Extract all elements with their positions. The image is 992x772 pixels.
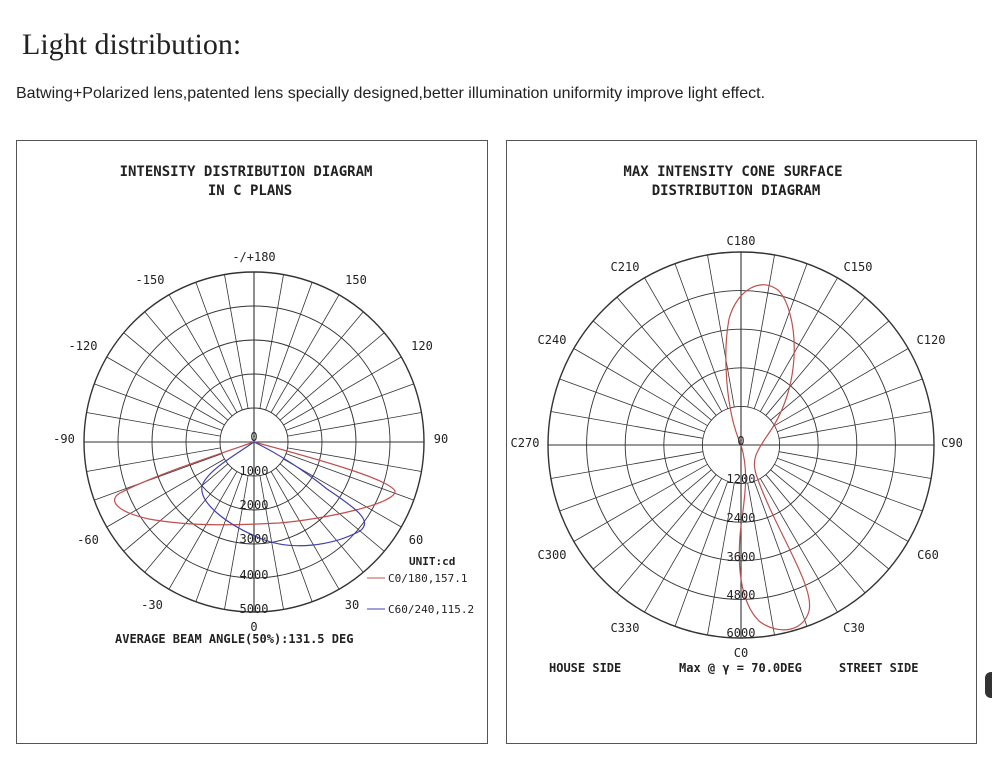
angle-label-m150: -150	[135, 273, 165, 287]
page-heading: Light distribution:	[22, 28, 242, 61]
edge-scroll-indicator	[985, 672, 992, 698]
ring-label-3000: 3000	[239, 532, 269, 546]
cone-surface-curve	[726, 285, 810, 630]
grid-spoke	[287, 412, 421, 436]
grid-spoke	[774, 464, 908, 541]
left-title-line2: IN C PLANS	[207, 183, 293, 199]
grid-spoke	[574, 464, 708, 541]
c30-label: C30	[843, 621, 865, 635]
left-title-line1: INTENSITY DISTRIBUTION DIAGRAM	[119, 164, 373, 180]
angle-label-p30: 30	[344, 598, 360, 612]
grid-spoke	[766, 475, 865, 593]
angle-label-p90: 90	[433, 432, 449, 446]
grid-spoke	[675, 481, 728, 626]
grid-spoke	[260, 275, 284, 409]
grid-spoke	[169, 471, 237, 589]
grid-spoke	[124, 333, 228, 420]
description-text: Batwing+Polarized lens,patented lens specially designed,better illumination uniformity improve light effect.	[16, 85, 766, 102]
grid-spoke	[766, 297, 865, 415]
grid-spoke	[760, 478, 837, 612]
grid-spoke	[271, 295, 339, 413]
grid-spoke	[617, 475, 716, 593]
curve-c0-180	[115, 442, 395, 525]
intensity-diagram-svg	[17, 141, 487, 743]
grid-spoke	[271, 471, 339, 589]
grid-spoke	[560, 379, 705, 432]
angle-label-p150: 150	[345, 273, 367, 287]
cone-curve	[726, 285, 810, 630]
beam-angle-text: AVERAGE BEAM ANGLE(50%):131.5 DEG	[115, 632, 354, 646]
ring-label-1000: 1000	[239, 464, 269, 478]
grid-spoke	[574, 349, 708, 426]
c300-label: C300	[537, 548, 567, 562]
grid-spoke	[287, 448, 421, 472]
grid-spoke	[645, 478, 722, 612]
cone-ring-3600: 3600	[726, 550, 756, 564]
c90-label: C90	[941, 436, 963, 450]
grid-spoke	[771, 321, 889, 420]
grid-spoke	[754, 264, 807, 409]
angle-label-m90: -90	[53, 432, 75, 446]
grid-spoke	[107, 357, 225, 425]
grid-spoke	[196, 282, 243, 410]
house-side-label: HOUSE SIDE	[549, 661, 622, 675]
grid-spoke	[777, 379, 922, 432]
cone-ring-2400: 2400	[726, 511, 756, 525]
angle-label-p60: 60	[408, 533, 424, 547]
grid-spoke	[266, 282, 313, 410]
grid-spoke	[774, 349, 908, 426]
grid-spoke	[169, 295, 237, 413]
grid-spoke	[707, 255, 734, 407]
right-title-line2: DISTRIBUTION DIAGRAM	[651, 183, 821, 199]
cone-surface-panel	[506, 140, 977, 744]
cone-ring-4800: 4800	[726, 588, 756, 602]
grid-spoke	[754, 481, 807, 626]
grid-spoke	[771, 470, 889, 569]
street-side-label: STREET SIDE	[839, 661, 919, 675]
grid-spoke	[276, 312, 363, 416]
grid-spoke	[280, 464, 384, 551]
intensity-curves	[115, 442, 395, 546]
c270-label: C270	[510, 436, 540, 450]
legend-c60: C60/240,115.2	[388, 603, 475, 616]
c0-label: C0	[733, 646, 749, 660]
grid-spoke	[87, 412, 221, 436]
bottom-zero-label: 0	[250, 620, 258, 634]
grid-spoke	[107, 459, 225, 527]
center-zero-label: 0	[250, 430, 258, 444]
c120-label: C120	[916, 333, 946, 347]
angle-label-m30: -30	[141, 598, 163, 612]
grid-spoke	[675, 264, 728, 409]
cone-center-label: 0	[737, 434, 745, 448]
grid-spoke	[748, 255, 775, 407]
cone-ring-1200: 1200	[726, 472, 756, 486]
grid-spoke	[593, 470, 711, 569]
legend-c0: C0/180,157.1	[388, 572, 468, 585]
grid-spoke	[617, 297, 716, 415]
cone-ring-6000: 6000	[726, 626, 756, 640]
angle-label-m60: -60	[77, 533, 99, 547]
grid-spoke	[286, 384, 414, 431]
angle-label-m120: -120	[68, 339, 98, 353]
grid-spoke	[777, 458, 922, 511]
angle-label-p120: 120	[411, 339, 433, 353]
cone-diagram-svg	[507, 141, 976, 743]
c240-label: C240	[537, 333, 567, 347]
grid-spoke	[551, 452, 703, 479]
grid-spoke	[779, 411, 931, 438]
grid-spoke	[145, 312, 232, 416]
grid-spoke	[645, 278, 722, 412]
grid-spoke	[94, 384, 222, 431]
grid-spoke	[551, 411, 703, 438]
intensity-distribution-panel	[16, 140, 488, 744]
grid-spoke	[124, 464, 228, 551]
grid-spoke	[560, 458, 705, 511]
grid-spoke	[87, 448, 221, 472]
c210-label: C210	[610, 260, 640, 274]
right-title-line1: MAX INTENSITY CONE SURFACE	[623, 164, 843, 180]
grid-spoke	[593, 321, 711, 420]
c330-label: C330	[610, 621, 640, 635]
ring-label-4000: 4000	[239, 568, 269, 582]
angle-label-180: -/+180	[232, 250, 276, 264]
grid-spoke	[224, 275, 248, 409]
max-info-label: Max @ γ = 70.0DEG	[679, 661, 802, 675]
grid-spoke	[280, 333, 384, 420]
grid-spoke	[266, 474, 313, 602]
c180-label: C180	[726, 234, 756, 248]
c60-label: C60	[917, 548, 939, 562]
unit-label: UNIT:cd	[409, 555, 456, 568]
grid-spoke	[760, 278, 837, 412]
ring-label-2000: 2000	[239, 498, 269, 512]
grid-spoke	[283, 357, 401, 425]
grid-spoke	[779, 452, 931, 479]
c150-label: C150	[843, 260, 873, 274]
ring-label-5000: 5000	[239, 602, 269, 616]
